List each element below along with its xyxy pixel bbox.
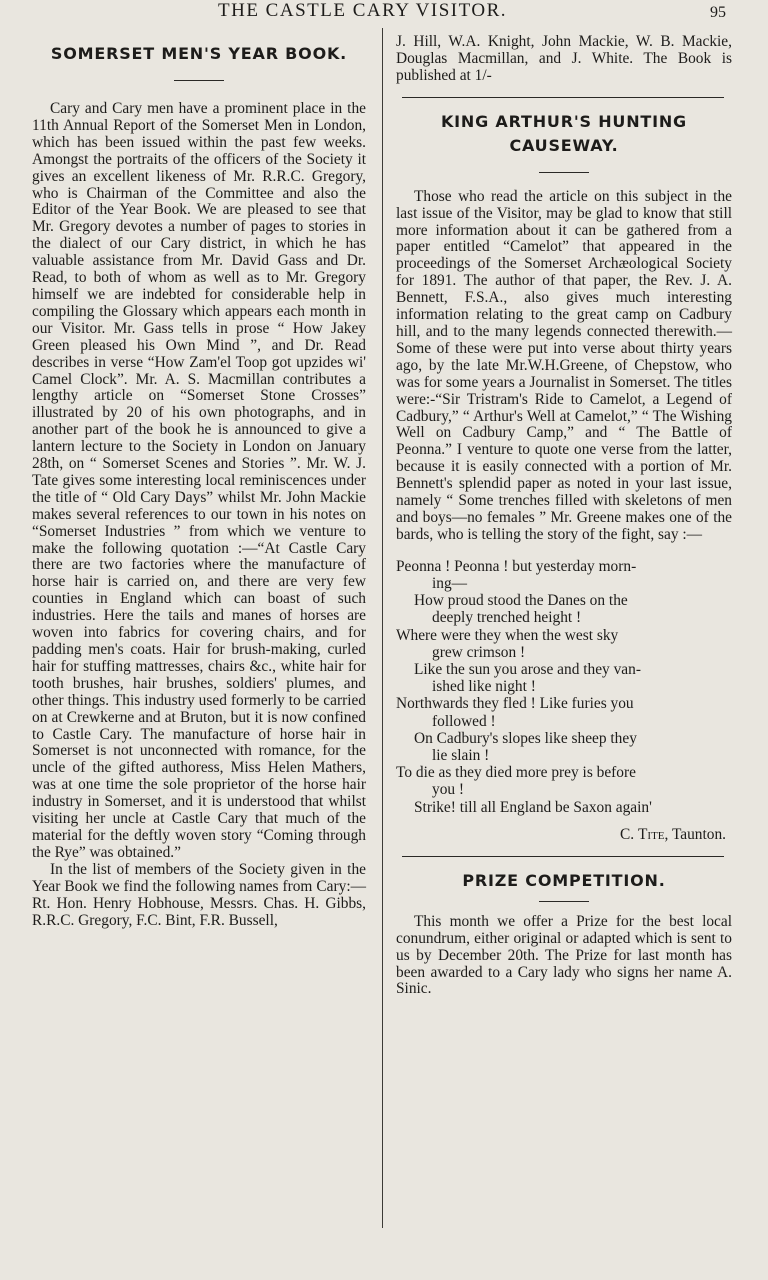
poem-line-continuation: ished like night ! xyxy=(432,678,536,696)
section-rule xyxy=(402,856,724,857)
poem-line: To die as they died more prey is before xyxy=(396,764,636,782)
running-header xyxy=(0,0,768,24)
title-rule xyxy=(539,901,589,902)
poem-line: Peonna ! Peonna ! but yesterday morn- xyxy=(396,557,637,575)
poem-line-continuation: grew crimson ! xyxy=(432,643,526,661)
poem-line-continuation: deeply trenched height ! xyxy=(432,609,582,627)
left-column xyxy=(32,34,366,929)
year-book-paragraph-1: Cary and Cary men have a prominent place in the 11th Annual Report of the Somerset Men in London, which has been issued within the past few weeks. Amongst the portraits of the officers of the Society it gives an excellent likeness of Mr. R.R.C. Gregory, who is Chairman of the Committee and also the Editor of the Year Book. We are pleased to see that Mr. Gregory devotes a number of pages to stories in the dialect of our Cary district, in which he has valuable assistance from Mr. David Gass and Dr. Read, to both of whom as well as to Mr. Gregory himself we are indebted for considerable help in compiling the Glossary which appears each month in our Visitor. Mr. Gass tells in prose “ How Jakey Green pleased his Own Mind ”, and Dr. Read describes in verse “How Zam'el Toop got upzides wi' Camel Clock”. Mr. A. S. Macmillan contributes a lengthy article on “Somerset Stone Crosses” illustrated by 20 of his own photographs, and in another part of the book he is announced to give a lantern lecture to the Society in London on January 28th, on “ Somerset Scenes and Stories ”. Mr. W. J. Tate gives some interesting local reminiscences under the title of “ Old Cary Days” whilst Mr. John Mackie makes several references to our town in his notes on “Somerset Industries ” from which we venture to make the following quotation :—“At Castle Cary there are two factories where the manufacture of horse hair is carried on, and there are very few counties in England which can boast of such industries. Here the tails and manes of horses are woven into fabrics for covering chairs, and for padding men's coats. Hair for brush-making, curled hair for stuffing mattresses, chairs &c., white hair for tooth brushes, hair brushes, soldiers' plumes, and other things. This industry used formerly to be carried on at Crewkerne and at Bruton, but it is now confined to Castle Cary. The manufacture of horse hair in Somerset is not unconnected with romance, for the uncle of the gifted authoress, Miss Helen Mathers, was at one time the sole proprietor of the horse hair industry in Somerset, and it is understood that whilst visiting her uncle at Castle Cary that much of the material for the deftly woven story “Coming through the Rye” was obtained.” xyxy=(32,100,366,861)
title-rule xyxy=(174,80,224,81)
poem-line-continuation: lie slain ! xyxy=(432,746,490,764)
poem-line: Where were they when the west sky xyxy=(396,626,619,644)
section-rule xyxy=(402,97,724,98)
poem-verse xyxy=(396,558,732,816)
article-title-prize: PRIZE COMPETITION. xyxy=(462,870,666,890)
poem-line: How proud stood the Danes on the xyxy=(414,592,628,610)
poem-line-continuation: ing— xyxy=(432,574,468,592)
continued-member-list: J. Hill, W.A. Knight, John Mackie, W. B. Mackie, Douglas Macmillan, and J. White. The Book is published at 1/- xyxy=(396,33,732,84)
poem-line-continuation: you ! xyxy=(432,781,465,799)
page-number: 95 xyxy=(710,4,726,21)
column-divider xyxy=(382,28,383,1228)
poem-line-continuation: followed ! xyxy=(432,712,496,730)
poem-line: Northwards they fled ! Like furies you xyxy=(396,695,634,713)
king-arthur-paragraph: Those who read the article on this subject in the last issue of the Visitor, may be glad to know that still more information about it can be gathered from a paper entitled “Camelot” that appeared in the proceedings of the Somerset Archæological Society for 1891. The author of that paper, the Rev. J. A. Bennett, F.S.A., also gives much interesting information relating to the great camp on Cadbury hill, and to the many legends connected therewith.—Some of these were put into verse about thirty years ago, by the late Mr.W.H.Greene, of Chepstow, who was for some years a Journalist in Somerset. The titles were:-“Sir Tristram's Ride to Camelot, a Legend of Cadbury,” “ Arthur's Well at Camelot,” “ The Wishing Well on Cadbury Camp,” and “ The Battle of Peonna.” I venture to quote one verse from the latter, because it is easily connected with a portion of Mr. Bennett's splendid paper as noted in your last issue, namely “ Some trenches filled with skeletons of men and boys—no females ” Mr. Greene makes one of the bards, who is telling the story of the fight, say :— xyxy=(396,187,732,543)
poem-line: Like the sun you arose and they van- xyxy=(414,660,641,678)
title-line-1: KING ARTHUR'S HUNTING xyxy=(440,111,687,131)
year-book-paragraph-2: In the list of members of the Society given in the Year Book we find the following names from Cary:—Rt. Hon. Henry Hobhouse, Messrs. Chas. H. Gibbs, R.R.C. Gregory, F.C. Bint, F.R. Bussell, xyxy=(32,860,366,929)
signature-name: Tite, xyxy=(638,825,669,843)
article-title-king-arthur xyxy=(396,110,732,158)
right-column xyxy=(396,34,732,998)
signature-place: Taunton. xyxy=(671,825,726,843)
poem-line: On Cadbury's slopes like sheep they xyxy=(414,729,637,747)
signature xyxy=(396,826,726,844)
signature-initial: C. xyxy=(620,825,635,843)
title-rule xyxy=(539,172,589,173)
title-line-2: CAUSEWAY. xyxy=(509,135,619,155)
running-title: THE CASTLE CARY VISITOR. xyxy=(218,0,508,21)
poem-line: Strike! till all England be Saxon again' xyxy=(414,798,652,816)
prize-paragraph: This month we offer a Prize for the best local conundrum, either original or adapted which is sent to us by December 20th. The Prize for last month has been awarded to a Cary lady who signs her name A. Sinic. xyxy=(396,912,732,998)
article-title-year-book: SOMERSET MEN'S YEAR BOOK. xyxy=(50,44,348,63)
